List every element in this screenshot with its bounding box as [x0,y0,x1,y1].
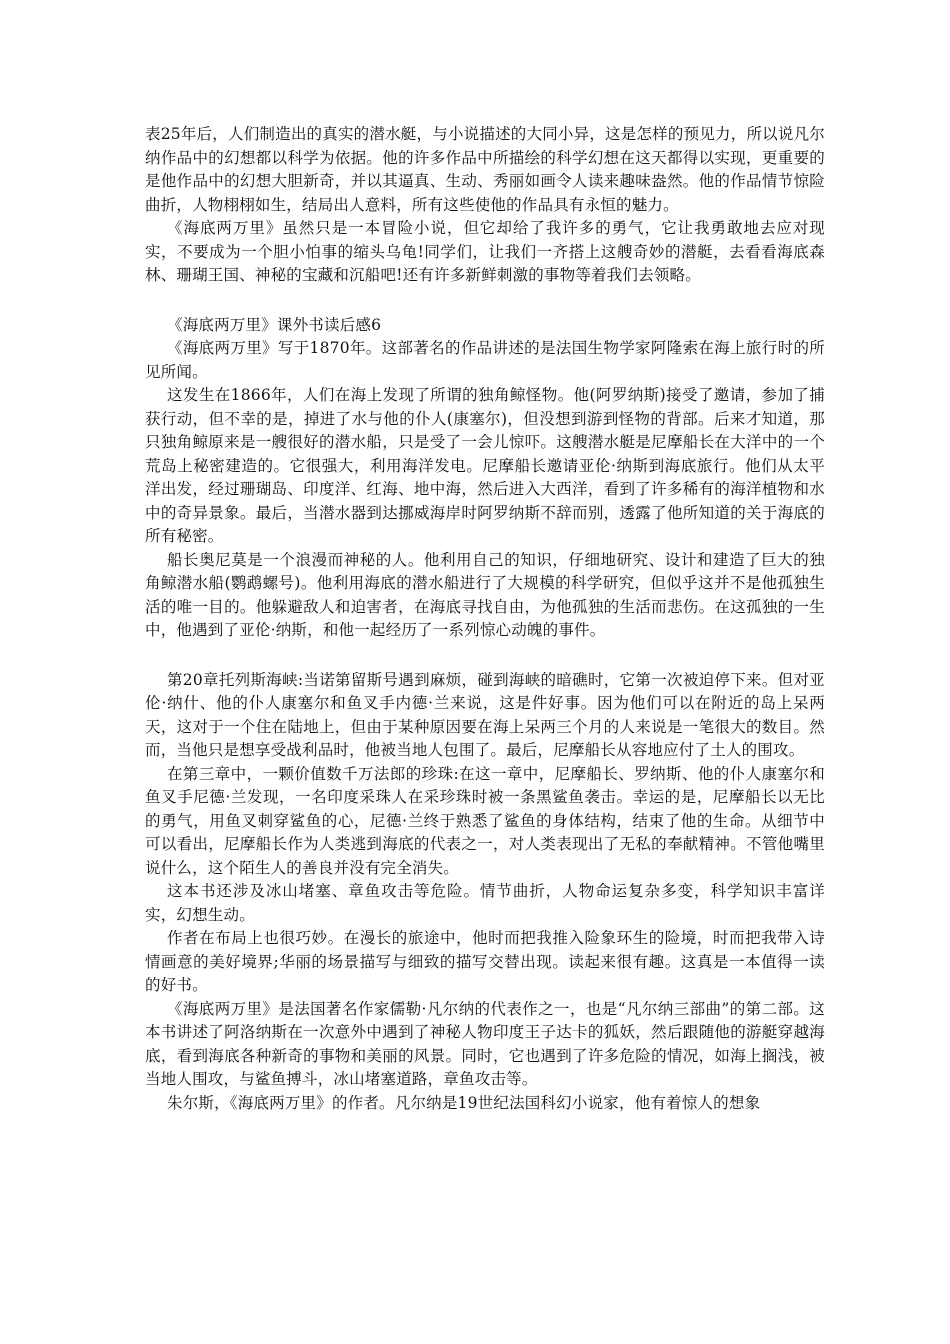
paragraph-gap [145,643,825,669]
paragraph-8: 这本书还涉及冰山堵塞、章鱼攻击等危险。情节曲折，人物命运复杂多变，科学知识丰富详实，幻想生动。 [145,882,825,924]
paragraph-7: 在第三章中，一颗价值数千万法郎的珍珠:在这一章中，尼摩船长、罗纳斯、他的仆人康塞尔和鱼叉手尼德·兰发现，一名印度采珠人在采珍珠时被一条黑鲨鱼袭击。幸运的是，尼摩船长以无比的勇气，用鱼叉刺穿鲨鱼的心，尼德·兰终于熟悉了鲨鱼的身体结构，结束了他的生命。从细节中可以看出，尼摩船长作为人类逃到海底的代表之一，对人类表现出了无私的奉献精神。不管他嘴里说什么，这个陌生人的善良并没有完全消失。 [145,764,825,877]
document-page [145,123,825,1115]
paragraph-4: 这发生在1866年，人们在海上发现了所谓的独角鲸怪物。他(阿罗纳斯)接受了邀请，参加了捕获行动，但不幸的是，掉进了水与他的仆人(康塞尔)，但没想到游到怪物的背部。后来才知道，那只独角鲸原来是一艘很好的潜水船，只是受了一会儿惊吓。这艘潜水艇是尼摩船长在大洋中的一个荒岛上秘密建造的。它很强大，利用海洋发电。尼摩船长邀请亚伦·纳斯到海底旅行。他们从太平洋出发，经过珊瑚岛、印度洋、红海、地中海，然后进入大西洋，看到了许多稀有的海洋植物和水中的奇异景象。最后，当潜水器到达挪威海岸时阿罗纳斯不辞而别，透露了他所知道的关于海底的所有秘密。 [145,386,825,545]
paragraph-6: 第20章托列斯海峡:当诺第留斯号遇到麻烦，碰到海峡的暗礁时，它第一次被迫停下来。但对亚伦·纳什、他的仆人康塞尔和鱼叉手内德·兰来说，这是件好事。因为他们可以在附近的岛上呆两天，这对于一个住在陆地上，但由于某种原因要在海上呆两三个月的人来说是一笔很大的数目。然而，当他只是想享受战利品时，他被当地人包围了。最后，尼摩船长从容地应付了土人的围攻。 [145,670,825,759]
paragraph-9: 作者在布局上也很巧妙。在漫长的旅途中，他时而把我推入险象环生的险境，时而把我带入诗情画意的美好境界;华丽的场景描写与细致的描写交替出现。读起来很有趣。这真是一本值得一读的好书。 [145,929,825,994]
paragraph-gap [145,288,825,314]
paragraph-5: 船长奥尼莫是一个浪漫而神秘的人。他利用自己的知识，仔细地研究、设计和建造了巨大的独角鲸潜水船(鹦鹉螺号)。他利用海底的潜水船进行了大规模的科学研究，但似乎这并不是他孤独生活的唯一目的。他躲避敌人和迫害者，在海底寻找自由，为他孤独的生活而悲伤。在这孤独的一生中，他遇到了亚伦·纳斯，和他一起经历了一系列惊心动魄的事件。 [145,550,825,639]
section-heading: 《海底两万里》课外书读后感6 [167,315,382,334]
paragraph-10: 《海底两万里》是法国著名作家儒勒·凡尔纳的代表作之一，也是“凡尔纳三部曲”的第二部。这本书讲述了阿洛纳斯在一次意外中遇到了神秘人物印度王子达卡的狐妖，然后跟随他的游艇穿越海底，看到海底各种新奇的事物和美丽的风景。同时，它也遇到了许多危险的情况，如海上搁浅，被当地人围攻，与鲨鱼搏斗，冰山堵塞道路，章鱼攻击等。 [145,999,825,1088]
paragraph-1: 表25年后，人们制造出的真实的潜水艇，与小说描述的大同小异，这是怎样的预见力，所以说凡尔纳作品中的幻想都以科学为依据。他的许多作品中所描绘的科学幻想在这天都得以实现，更重要的是他作品中的幻想大胆新奇，并以其逼真、生动、秀丽如画令人读来趣味盎然。他的作品情节惊险曲折，人物栩栩如生，结局出人意料，所有这些使他的作品具有永恒的魅力。 [145,125,825,214]
paragraph-11: 朱尔斯，《海底两万里》的作者。凡尔纳是19世纪法国科幻小说家，他有着惊人的想象 [167,1093,761,1112]
paragraph-2: 《海底两万里》虽然只是一本冒险小说，但它却给了我许多的勇气，它让我勇敢地去应对现实，不要成为一个胆小怕事的缩头乌龟!同学们，让我们一齐搭上这艘奇妙的潜艇，去看看海底森林、珊瑚王国、神秘的宝藏和沉船吧!还有许多新鲜刺激的事物等着我们去领略。 [145,219,825,284]
paragraph-3: 《海底两万里》写于1870年。这部著名的作品讲述的是法国生物学家阿隆索在海上旅行时的所见所闻。 [145,339,825,381]
